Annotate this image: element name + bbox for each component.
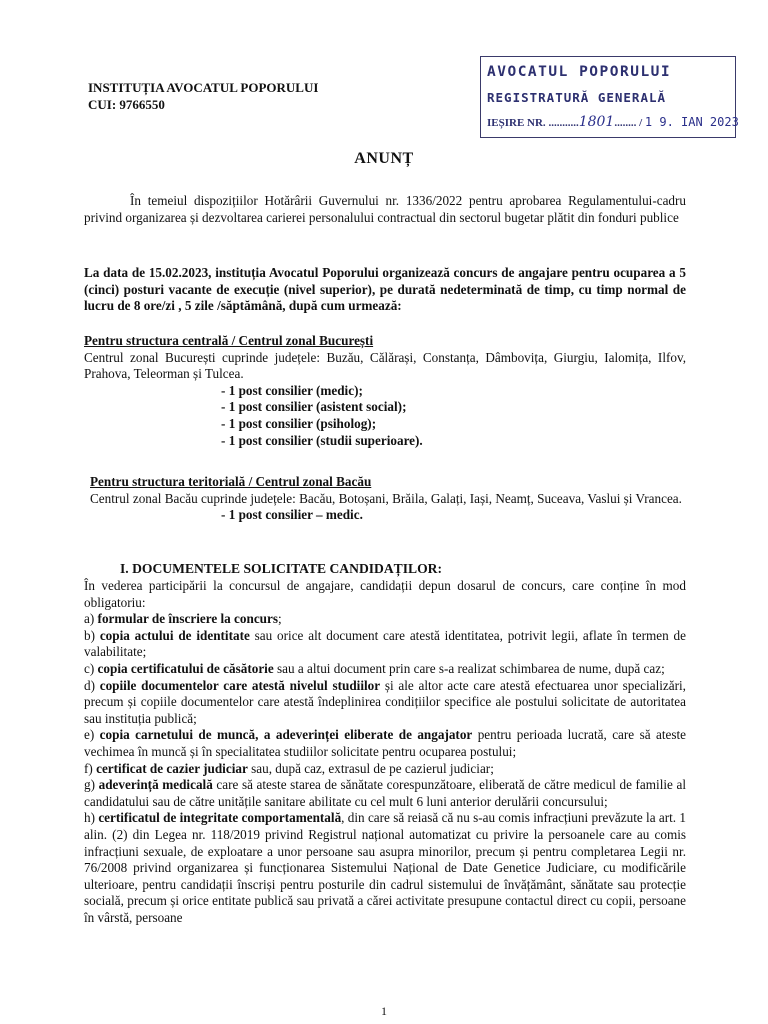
stamp-date: 1 9. IAN 2023 (644, 115, 739, 129)
page-title: ANUNȚ (354, 150, 414, 167)
central-structure-heading: Pentru structura centrală / Centrul zonal București (84, 333, 374, 348)
list-item (84, 777, 686, 810)
item-bold-text: formular de înscriere la concurs (97, 611, 278, 627)
page-number: 1 (381, 1004, 387, 1018)
intro-paragraph: În temeiul dispozițiilor Hotărârii Guvernului nr. 1336/2022 pentru aprobarea Regulamentului-cadru privind organizarea și dezvoltarea carierei personalului contractual din sectorul bugetar plătit din fonduri publice (84, 193, 686, 225)
stamp-slash: / (639, 117, 643, 129)
item-bold-text: copiile documentelor care atestă nivelul studiilor (99, 677, 381, 693)
institution-header (88, 79, 318, 113)
item-text: care să ateste starea de sănătate corespunzătoare, eliberată de către medicul de familie al candidatului sau de către unitățile sanitare abilitate cu cel mult 6 luni anterior derulării concursului; (84, 777, 687, 809)
item-bold-text: copia certificatului de căsătorie (97, 660, 274, 676)
documents-section (84, 578, 686, 926)
list-item (84, 810, 686, 926)
list-item (84, 611, 686, 628)
item-prefix: a) (84, 611, 98, 627)
list-item (84, 761, 686, 778)
stamp-line-1: AVOCATUL POPORULUI (487, 64, 672, 80)
territorial-structure-description: Centrul zonal Bacău cuprinde județele: Bacău, Botoșani, Brăila, Galați, Iași, Neamț, Suceava, Vaslui și Vrancea. (90, 490, 682, 506)
item-bold-text: certificatul de integritate comportamentală (98, 810, 342, 826)
stamp-exit-label: IEȘIRE NR. (487, 117, 546, 129)
stamp-exit-line (487, 114, 739, 130)
stamp-handwritten-number: 1801 (578, 114, 615, 130)
item-bold-text: copia actului de identitate (99, 627, 250, 643)
item-prefix: f) (84, 760, 97, 776)
stamp-line-2: REGISTRATURĂ GENERALĂ (487, 90, 667, 105)
item-prefix: h) (84, 810, 99, 826)
item-text: , din care să reiasă că nu s-au comis infracțiuni prevăzute la art. 1 alin. (2) din Legea nr. 118/2019 privind Registrul național automatizat cu privire la persoanele care au comis infracțiuni sexuale, de exploatare a unor persoane sau asupra minorilor, precum și pentru completarea Legii nr. 76/2008 privind organizarea și funcționarea Sistemului Național de Date Genetice Judiciare, cu modificările ulterioare, pentru candidații înscriși pentru posturile din cadrul sistemului de învățământ, sănătate sau protecție socială, precum și orice entitate publică sau privată a cărei activitate presupune contactul direct cu copii, persoane în vârstă, persoane (84, 810, 686, 925)
item-text: și ale altor acte care atestă efectuarea unor specializări, precum și copiile documentelor care atestă îndeplinirea condițiilor specifice ale postului solicitate de autoritatea sau instituția publică; (84, 677, 686, 726)
item-text: pentru perioada lucrată, care să ateste vechimea în muncă și în specialitatea studiilor solicitate pentru ocuparea postului; (84, 727, 686, 759)
item-text: sau orice alt document care atestă identitatea, potrivit legii, aflate în termen de valabilitate; (84, 627, 686, 660)
central-structure-description: Centrul zonal București cuprinde județele: Buzău, Călărași, Constanța, Dâmbovița, Giurgiu, Ialomița, Ilfov, Prahova, Teleorman și Tulcea. (84, 349, 686, 382)
item-prefix: d) (84, 677, 100, 693)
list-item (84, 628, 686, 661)
list-item: - 1 post consilier (psiholog); (221, 415, 377, 431)
list-item (84, 727, 686, 760)
list-item: - 1 post consilier (medic); (221, 382, 363, 398)
item-prefix: e) (84, 727, 100, 743)
list-item (84, 661, 686, 678)
item-prefix: b) (84, 627, 100, 643)
item-bold-text: certificat de cazier judiciar (96, 760, 248, 776)
item-text: sau a altui document prin care s-a realizat schimbarea de nume, după caz; (273, 660, 665, 676)
list-item: - 1 post consilier (studii superioare). (221, 432, 423, 448)
territorial-structure-section (90, 474, 686, 524)
central-posts-list (221, 383, 686, 449)
announcement-paragraph: La data de 15.02.2023, instituția Avocatul Poporului organizează concurs de angajare pentru ocuparea a 5 (cinci) posturi vacante de execuție (nivel superior), pe durată nedeterminată de timp, cu timp normal de lucru de 8 ore/zi , 5 zile /săptămână, după cum urmează: (84, 265, 686, 314)
list-item: - 1 post consilier – medic. (221, 507, 363, 523)
institution-cui: CUI: 9766550 (88, 97, 165, 112)
item-prefix: c) (84, 660, 98, 676)
item-text: ; (278, 611, 282, 627)
documents-section-title: I. DOCUMENTELE SOLICITATE CANDIDAȚILOR: (120, 561, 443, 576)
institution-name: INSTITUȚIA AVOCATUL POPORULUI (88, 80, 319, 95)
item-bold-text: copia carnetului de muncă, a adeverinței eliberate de angajator (99, 727, 473, 743)
territorial-posts-list (221, 507, 686, 524)
central-structure-section (84, 333, 686, 449)
documents-intro: În vederea participării la concursul de angajare, candidații depun dosarul de concurs, care conține în mod obligatoriu: (84, 578, 686, 610)
list-item: - 1 post consilier (asistent social); (221, 399, 407, 415)
item-text: sau, după caz, extrasul de pe cazierul judiciar; (247, 760, 494, 776)
registry-stamp (480, 56, 739, 138)
territorial-structure-heading: Pentru structura teritorială / Centrul zonal Bacău (90, 474, 372, 489)
list-item (84, 678, 686, 728)
item-prefix: g) (84, 777, 99, 793)
item-bold-text: adeverință medicală (98, 777, 213, 793)
stamp-dots-1: ........... (548, 117, 579, 129)
stamp-dots-2: ........ (614, 117, 637, 129)
